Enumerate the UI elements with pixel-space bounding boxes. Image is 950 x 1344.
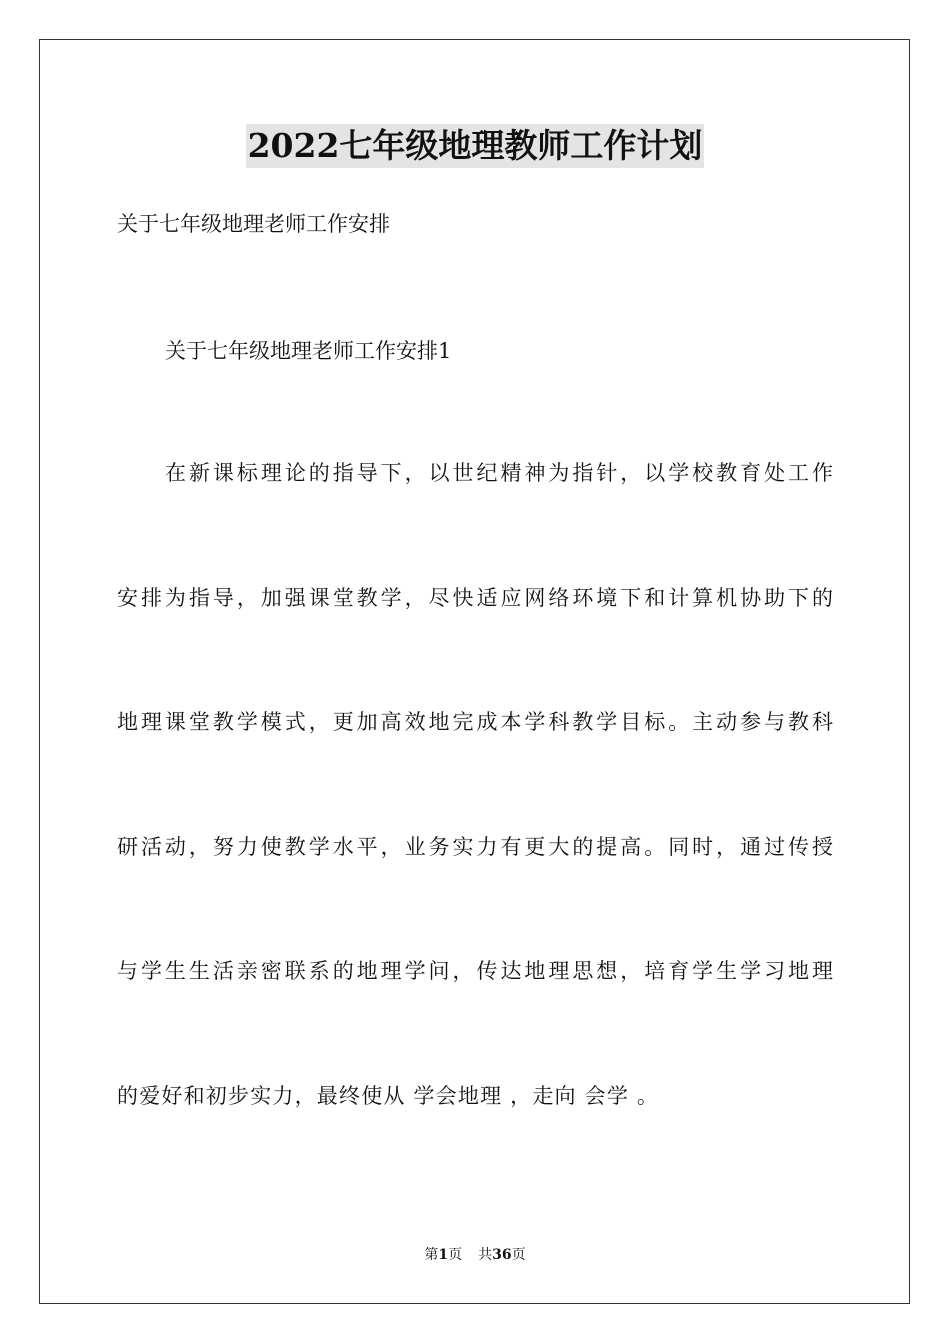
paragraph-line-2: 安排为指导，加强课堂教学，尽快适应网络环境下和计算机协助下的 [117,586,833,610]
footer-page-suffix: 页 [448,1247,463,1263]
title-container [0,124,950,168]
paragraph-line-1: 在新课标理论的指导下，以世纪精神为指针，以学校教育处工作 [165,461,833,485]
page-footer [0,1245,950,1265]
paragraph-line-6: 的爱好和初步实力，最终使从 学会地理 ，走向 会学 。 [117,1084,660,1108]
paragraph-line-4: 研活动，努力使教学水平，业务实力有更大的提高。同时，通过传授 [117,835,833,859]
footer-total-pages: 36 [492,1247,512,1263]
footer-page-prefix: 第 [424,1247,439,1263]
footer-total-prefix: 共 [478,1247,493,1263]
document-title: 2022七年级地理教师工作计划 [246,124,705,168]
paragraph-line-5: 与学生生活亲密联系的地理学问，传达地理思想，培育学生学习地理 [117,959,833,983]
footer-total-suffix: 页 [511,1247,526,1263]
footer-page-number: 1 [438,1247,449,1263]
document-subtitle: 关于七年级地理老师工作安排 [117,212,390,236]
section-heading: 关于七年级地理老师工作安排1 [165,339,452,363]
paragraph-line-3: 地理课堂教学模式，更加高效地完成本学科教学目标。主动参与教科 [117,710,833,734]
